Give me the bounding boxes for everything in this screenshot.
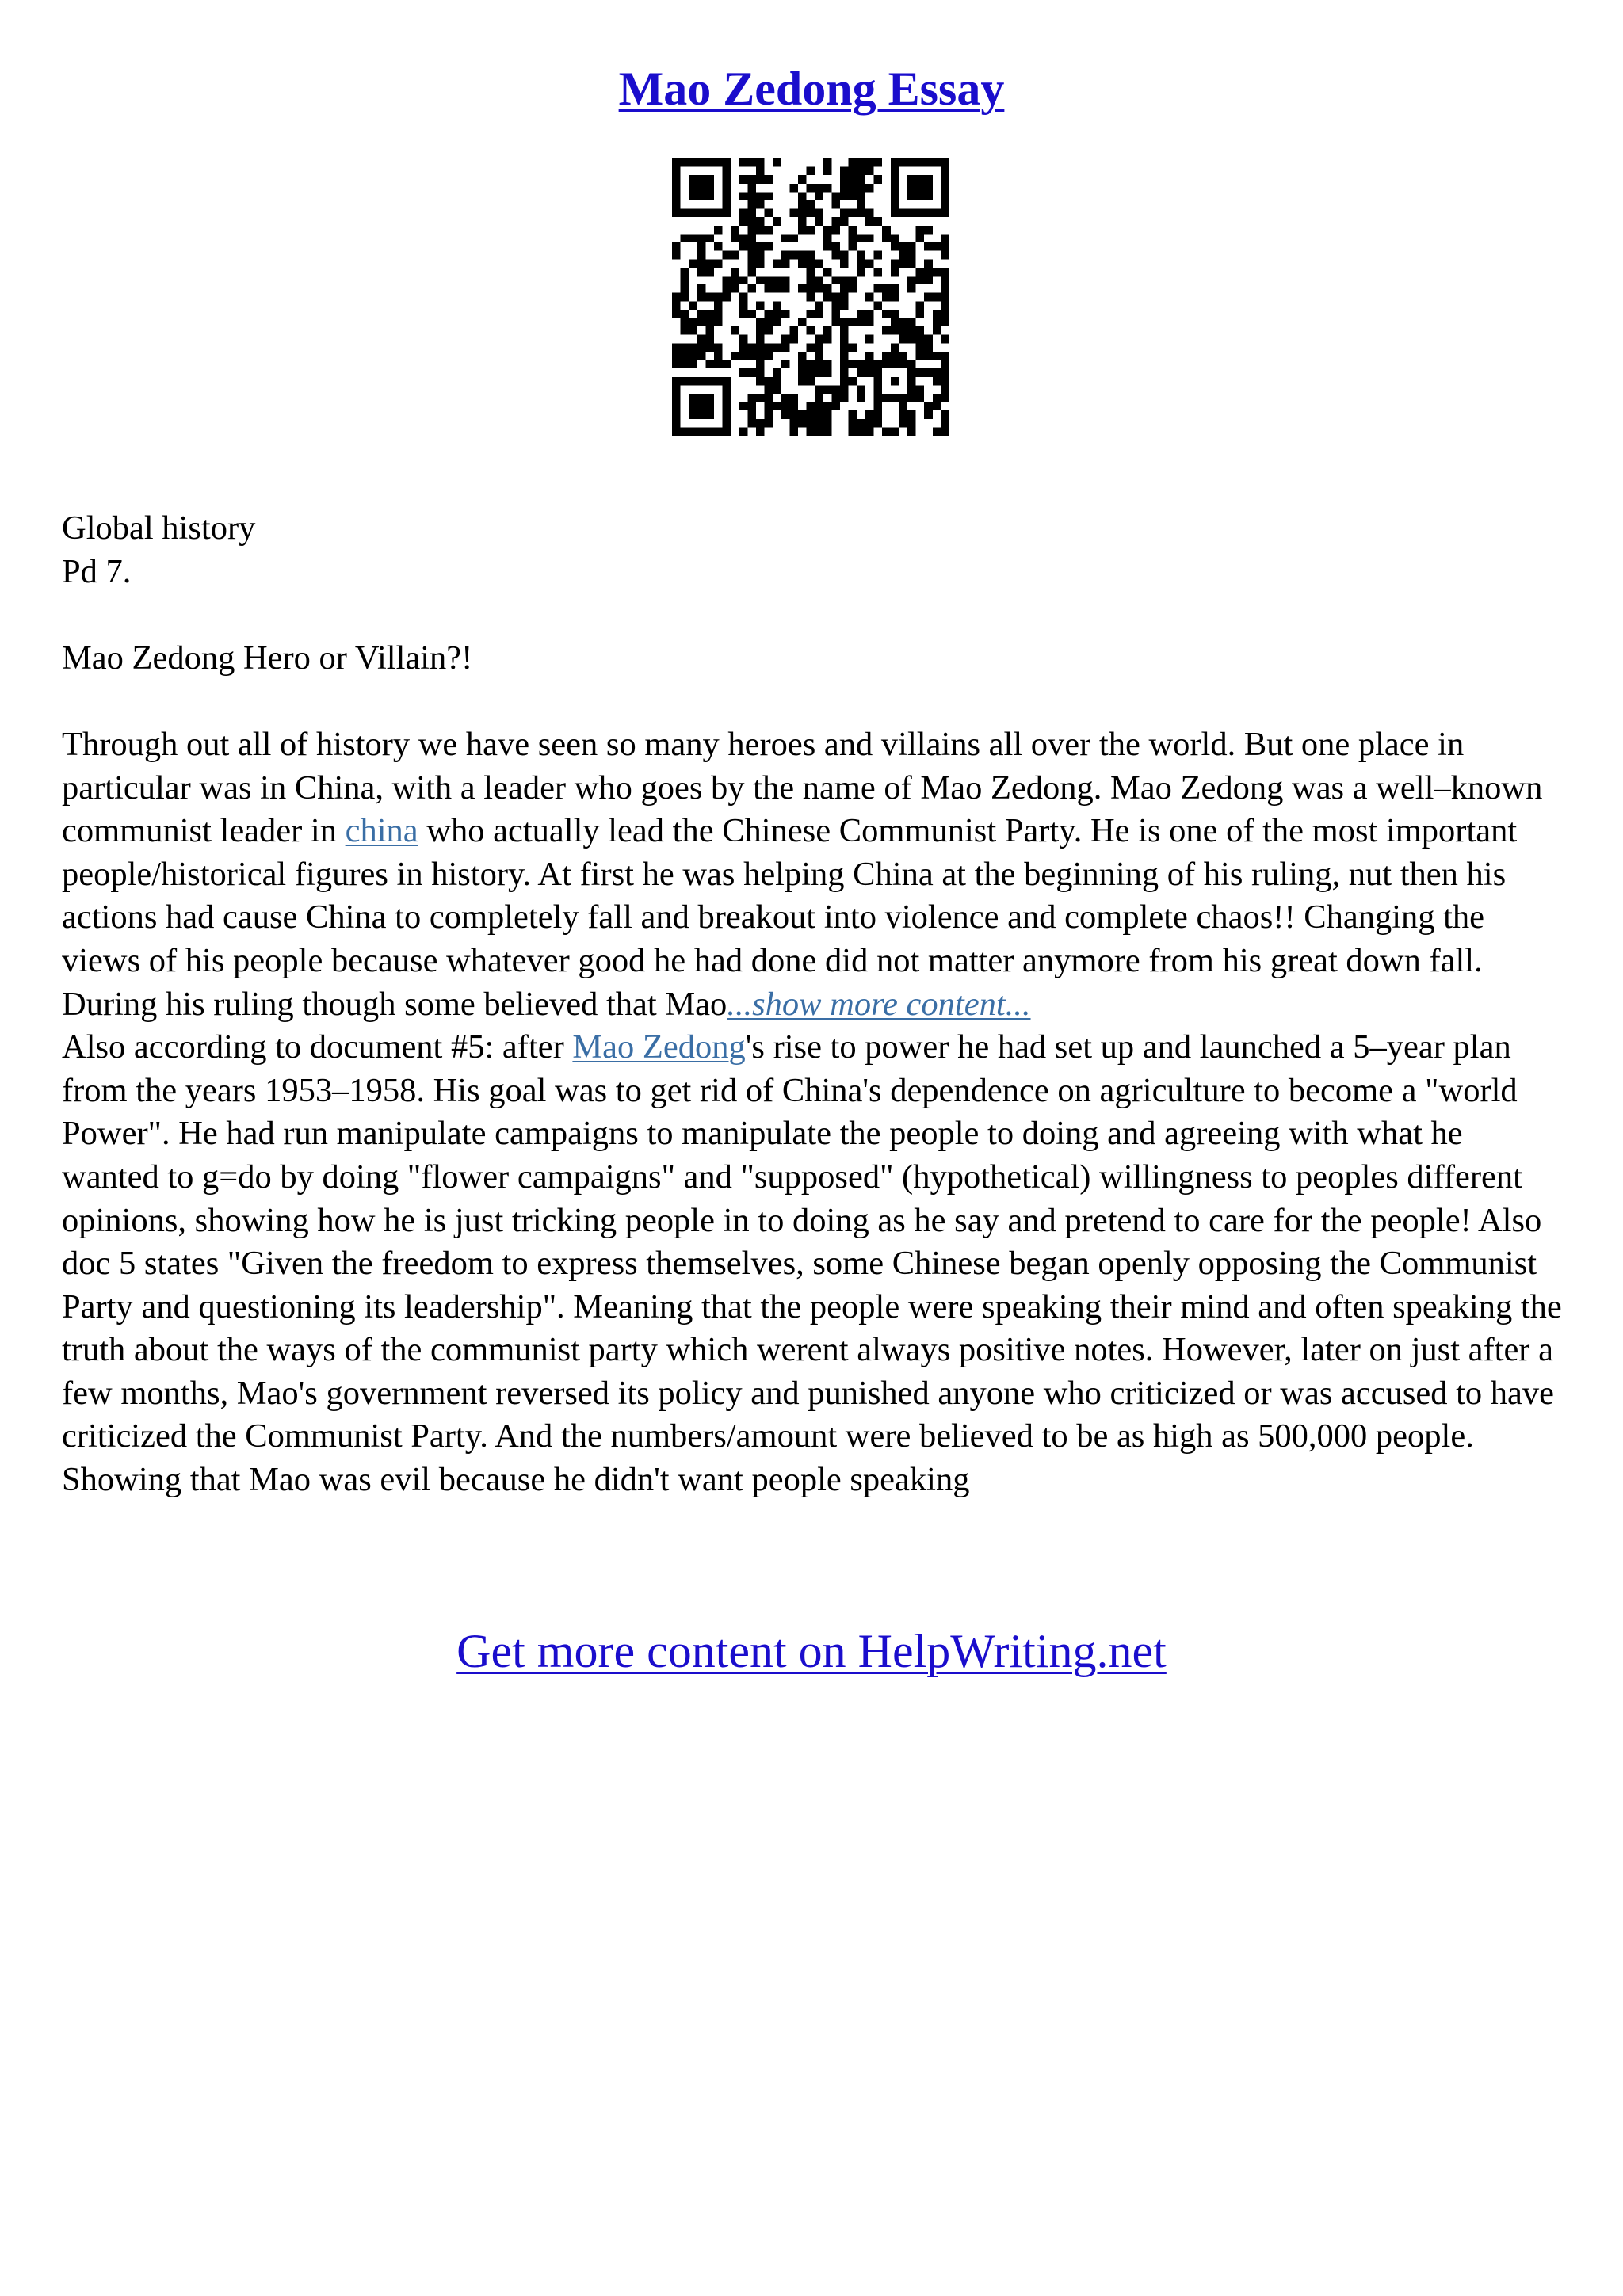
paragraph-intro: Through out all of history we have seen so many heroes and villains all over the world. But one place in particular was in China, with a leader who goes by the name of Mao Zedong. Mao Zedong was a well–known communist leader in china who actually lead the Chinese Communist Party. He is one of the most important people/historical figures in history. At first he was helping China at the beginning of his ruling, nut then his actions had cause China to completely fall and breakout into violence and complete chaos!! Changing the views of his people because whatever good he had done did not matter anymore from his great down fall. During his ruling though some believed that Mao...show more content... — [62, 725, 1543, 1023]
china-link[interactable]: china — [345, 812, 418, 850]
mao-zedong-link[interactable]: Mao Zedong — [572, 1028, 746, 1066]
course-line: Global history — [62, 509, 256, 547]
document-title — [0, 57, 1623, 120]
helpwriting-link[interactable]: Get more content on HelpWriting.net — [456, 1625, 1167, 1677]
essay-heading: Mao Zedong Hero or Villain?! — [62, 639, 473, 677]
essay-body — [62, 507, 1568, 1502]
show-more-link[interactable]: ...show more content... — [727, 985, 1031, 1023]
footer — [0, 1619, 1623, 1683]
period-line: Pd 7. — [62, 552, 132, 590]
qr-code — [672, 158, 949, 436]
title-link[interactable]: Mao Zedong Essay — [618, 63, 1005, 115]
paragraph-document-5: Also according to document #5: after Mao Zedong's rise to power he had set up and launched a 5–year plan from the years 1953–1958. His goal was to get rid of China's dependence on agriculture to become a "world Power". He had run manipulate campaigns to manipulate the people to doing and agreeing with what he wanted to g=do by doing "flower campaigns" and "supposed" (hypothetical) willingness to peoples different opinions, showing how he is just tricking people in to doing as he say and pretend to care for the people! Also doc 5 states "Given the freedom to express themselves, some Chinese began openly opposing the Communist Party and questioning its leadership". Meaning that the people were speaking their mind and often speaking the truth about the ways of the communist party which werent always positive notes. However, later on just after a few months, Mao's government reversed its policy and punished anyone who criticized or was accused to have criticized the Communist Party. And the numbers/amount were believed to be as high as 500,000 people. Showing that Mao was evil because he didn't want people speaking — [62, 1028, 1562, 1499]
